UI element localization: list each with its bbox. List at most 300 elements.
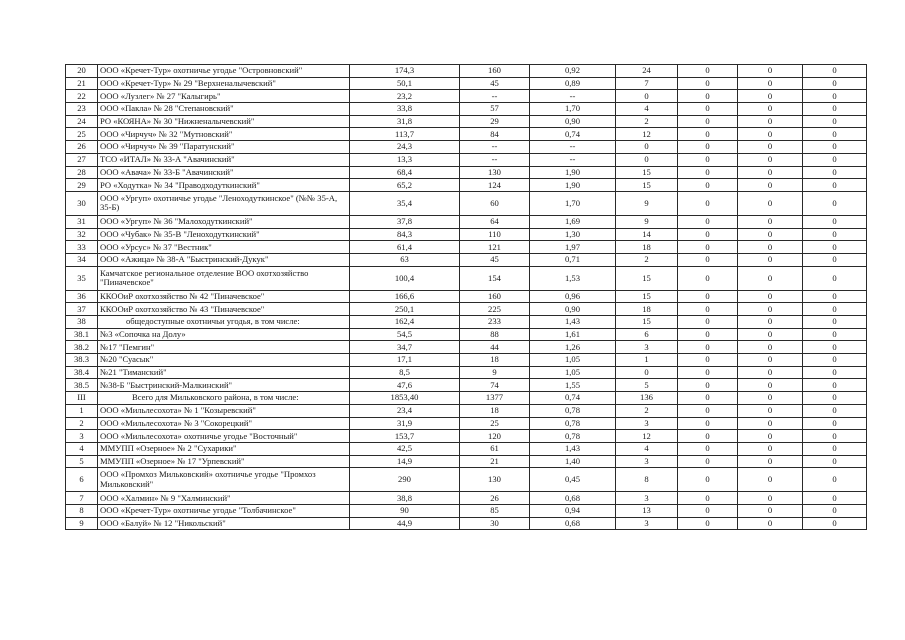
density-cell: 1,90 (530, 166, 616, 179)
row-number-cell: 37 (66, 303, 98, 316)
count-cell: 154 (460, 266, 530, 290)
value-cell-7: 0 (803, 504, 867, 517)
table-row (66, 492, 867, 505)
density-cell: 1,05 (530, 366, 616, 379)
density-cell: 1,53 (530, 266, 616, 290)
count-cell: 18 (460, 354, 530, 367)
count-cell: 45 (460, 77, 530, 90)
organization-cell: ООО «Кречет-Тур» № 29 "Верхненалычевский" (98, 77, 350, 90)
quota-cell: 12 (616, 128, 678, 141)
value-cell-7: 0 (803, 77, 867, 90)
value-cell-5: 0 (678, 77, 738, 90)
quota-cell: 15 (616, 266, 678, 290)
value-cell-7: 0 (803, 115, 867, 128)
value-cell-7: 0 (803, 366, 867, 379)
value-cell-6: 0 (738, 179, 803, 192)
row-number-cell: 33 (66, 241, 98, 254)
row-number-cell: 30 (66, 191, 98, 215)
density-cell: -- (530, 153, 616, 166)
value-cell-5: 0 (678, 215, 738, 228)
table-row (66, 328, 867, 341)
value-cell-5: 0 (678, 455, 738, 468)
table-row (66, 354, 867, 367)
area-cell: 23,2 (350, 90, 460, 103)
value-cell-6: 0 (738, 290, 803, 303)
row-number-cell: 2 (66, 417, 98, 430)
density-cell: 1,55 (530, 379, 616, 392)
row-number-cell: 1 (66, 404, 98, 417)
organization-cell: ММУПП «Озерное» № 2 "Сухарики" (98, 442, 350, 455)
density-cell: -- (530, 90, 616, 103)
density-cell: 1,70 (530, 103, 616, 116)
area-cell: 90 (350, 504, 460, 517)
value-cell-5: 0 (678, 115, 738, 128)
quota-cell: 3 (616, 341, 678, 354)
value-cell-6: 0 (738, 115, 803, 128)
density-cell: 1,70 (530, 191, 616, 215)
count-cell: -- (460, 141, 530, 154)
area-cell: 68,4 (350, 166, 460, 179)
value-cell-6: 0 (738, 253, 803, 266)
quota-cell: 24 (616, 65, 678, 78)
organization-cell: РО «КОЯНА» № 30 "Нижненалычевский" (98, 115, 350, 128)
value-cell-6: 0 (738, 303, 803, 316)
organization-cell: ООО «Халмин» № 9 "Халминский" (98, 492, 350, 505)
value-cell-7: 0 (803, 392, 867, 405)
row-number-cell: 20 (66, 65, 98, 78)
row-number-cell: 32 (66, 228, 98, 241)
count-cell: 64 (460, 215, 530, 228)
quota-cell: 15 (616, 316, 678, 329)
quota-cell: 18 (616, 241, 678, 254)
value-cell-6: 0 (738, 215, 803, 228)
organization-cell: ТСО «ИТАЛ» № 33-А "Авачинский" (98, 153, 350, 166)
value-cell-5: 0 (678, 517, 738, 530)
density-cell: 1,26 (530, 341, 616, 354)
organization-cell: Всего для Мильковского района, в том числе: (98, 392, 350, 405)
row-number-cell: III (66, 392, 98, 405)
quota-cell: 13 (616, 504, 678, 517)
value-cell-5: 0 (678, 228, 738, 241)
organization-cell: ООО «Ажица» № 38-А "Быстринский-Дукук" (98, 253, 350, 266)
density-cell: 1,43 (530, 442, 616, 455)
row-number-cell: 21 (66, 77, 98, 90)
organization-cell: ООО «Кречет-Тур» охотничье угодье "Островновский" (98, 65, 350, 78)
value-cell-7: 0 (803, 228, 867, 241)
density-cell: 1,97 (530, 241, 616, 254)
value-cell-7: 0 (803, 328, 867, 341)
area-cell: 13,3 (350, 153, 460, 166)
area-cell: 100,4 (350, 266, 460, 290)
density-cell: 1,69 (530, 215, 616, 228)
value-cell-5: 0 (678, 366, 738, 379)
row-number-cell: 4 (66, 442, 98, 455)
table-row (66, 253, 867, 266)
quota-cell: 3 (616, 455, 678, 468)
area-cell: 14,9 (350, 455, 460, 468)
table-row (66, 90, 867, 103)
value-cell-5: 0 (678, 191, 738, 215)
value-cell-6: 0 (738, 341, 803, 354)
table-body (66, 65, 867, 530)
quota-cell: 15 (616, 290, 678, 303)
count-cell: 25 (460, 417, 530, 430)
value-cell-5: 0 (678, 65, 738, 78)
row-number-cell: 23 (66, 103, 98, 116)
area-cell: 37,8 (350, 215, 460, 228)
quota-cell: 2 (616, 253, 678, 266)
density-cell: 0,78 (530, 417, 616, 430)
density-cell: 0,96 (530, 290, 616, 303)
count-cell: 130 (460, 166, 530, 179)
density-cell: 0,74 (530, 128, 616, 141)
table-row (66, 166, 867, 179)
density-cell: 0,89 (530, 77, 616, 90)
area-cell: 8,5 (350, 366, 460, 379)
table-row (66, 290, 867, 303)
table-row (66, 103, 867, 116)
value-cell-5: 0 (678, 90, 738, 103)
table-row (66, 153, 867, 166)
value-cell-6: 0 (738, 468, 803, 492)
area-cell: 290 (350, 468, 460, 492)
quota-cell: 2 (616, 115, 678, 128)
row-number-cell: 25 (66, 128, 98, 141)
organization-cell: ООО «Балуй» № 12 "Никольский" (98, 517, 350, 530)
value-cell-7: 0 (803, 442, 867, 455)
value-cell-5: 0 (678, 241, 738, 254)
quota-cell: 7 (616, 77, 678, 90)
value-cell-6: 0 (738, 392, 803, 405)
value-cell-5: 0 (678, 153, 738, 166)
density-cell: 0,90 (530, 115, 616, 128)
value-cell-5: 0 (678, 179, 738, 192)
area-cell: 162,4 (350, 316, 460, 329)
value-cell-7: 0 (803, 492, 867, 505)
quota-cell: 9 (616, 215, 678, 228)
row-number-cell: 22 (66, 90, 98, 103)
quota-cell: 14 (616, 228, 678, 241)
table-row (66, 303, 867, 316)
value-cell-5: 0 (678, 492, 738, 505)
density-cell: 0,78 (530, 430, 616, 443)
row-number-cell: 38.4 (66, 366, 98, 379)
value-cell-5: 0 (678, 354, 738, 367)
row-number-cell: 38.5 (66, 379, 98, 392)
count-cell: 233 (460, 316, 530, 329)
count-cell: 88 (460, 328, 530, 341)
value-cell-6: 0 (738, 455, 803, 468)
value-cell-7: 0 (803, 404, 867, 417)
quota-cell: 6 (616, 328, 678, 341)
value-cell-7: 0 (803, 215, 867, 228)
row-number-cell: 6 (66, 468, 98, 492)
value-cell-5: 0 (678, 166, 738, 179)
value-cell-5: 0 (678, 417, 738, 430)
quota-cell: 18 (616, 303, 678, 316)
value-cell-5: 0 (678, 128, 738, 141)
value-cell-7: 0 (803, 65, 867, 78)
value-cell-5: 0 (678, 328, 738, 341)
table-row (66, 504, 867, 517)
value-cell-5: 0 (678, 468, 738, 492)
density-cell: 1,30 (530, 228, 616, 241)
organization-cell: ООО «Кречет-Тур» охотничье угодье "Толбачинское" (98, 504, 350, 517)
count-cell: 57 (460, 103, 530, 116)
value-cell-6: 0 (738, 241, 803, 254)
density-cell: 0,68 (530, 492, 616, 505)
value-cell-7: 0 (803, 90, 867, 103)
organization-cell: №38-Б "Быстринский-Малкинский" (98, 379, 350, 392)
value-cell-6: 0 (738, 517, 803, 530)
value-cell-5: 0 (678, 316, 738, 329)
quota-cell: 0 (616, 90, 678, 103)
table-row (66, 266, 867, 290)
row-number-cell: 28 (66, 166, 98, 179)
table-row (66, 366, 867, 379)
quota-cell: 8 (616, 468, 678, 492)
value-cell-6: 0 (738, 366, 803, 379)
quota-cell: 0 (616, 153, 678, 166)
value-cell-6: 0 (738, 153, 803, 166)
value-cell-6: 0 (738, 141, 803, 154)
value-cell-6: 0 (738, 65, 803, 78)
value-cell-6: 0 (738, 430, 803, 443)
row-number-cell: 8 (66, 504, 98, 517)
value-cell-7: 0 (803, 266, 867, 290)
value-cell-6: 0 (738, 103, 803, 116)
organization-cell: ООО «Чубак» № 35-В "Леноходуткинский" (98, 228, 350, 241)
row-number-cell: 36 (66, 290, 98, 303)
area-cell: 34,7 (350, 341, 460, 354)
table-row (66, 228, 867, 241)
count-cell: 1377 (460, 392, 530, 405)
density-cell: -- (530, 141, 616, 154)
organization-cell: №20 "Суасык" (98, 354, 350, 367)
count-cell: 124 (460, 179, 530, 192)
value-cell-5: 0 (678, 290, 738, 303)
area-cell: 174,3 (350, 65, 460, 78)
count-cell: 160 (460, 290, 530, 303)
table-row (66, 141, 867, 154)
value-cell-5: 0 (678, 103, 738, 116)
organization-cell: РО «Ходутка» № 34 "Праводходуткинский" (98, 179, 350, 192)
value-cell-6: 0 (738, 404, 803, 417)
value-cell-7: 0 (803, 191, 867, 215)
organization-cell: ООО «Лузлег» № 27 "Калыгирь" (98, 90, 350, 103)
value-cell-7: 0 (803, 241, 867, 254)
area-cell: 153,7 (350, 430, 460, 443)
count-cell: 121 (460, 241, 530, 254)
value-cell-6: 0 (738, 166, 803, 179)
quota-cell: 2 (616, 404, 678, 417)
quota-cell: 0 (616, 141, 678, 154)
area-cell: 31,9 (350, 417, 460, 430)
table-row (66, 392, 867, 405)
value-cell-7: 0 (803, 517, 867, 530)
table-row (66, 417, 867, 430)
area-cell: 38,8 (350, 492, 460, 505)
value-cell-7: 0 (803, 468, 867, 492)
area-cell: 1853,40 (350, 392, 460, 405)
count-cell: 84 (460, 128, 530, 141)
value-cell-6: 0 (738, 354, 803, 367)
area-cell: 63 (350, 253, 460, 266)
table-row (66, 468, 867, 492)
value-cell-5: 0 (678, 253, 738, 266)
density-cell: 1,61 (530, 328, 616, 341)
table-row (66, 404, 867, 417)
value-cell-7: 0 (803, 379, 867, 392)
value-cell-6: 0 (738, 379, 803, 392)
table-row (66, 191, 867, 215)
quota-cell: 5 (616, 379, 678, 392)
value-cell-7: 0 (803, 153, 867, 166)
quota-cell: 3 (616, 417, 678, 430)
table-row (66, 430, 867, 443)
row-number-cell: 5 (66, 455, 98, 468)
value-cell-5: 0 (678, 266, 738, 290)
value-cell-7: 0 (803, 341, 867, 354)
table-row (66, 442, 867, 455)
quota-cell: 15 (616, 179, 678, 192)
count-cell: 85 (460, 504, 530, 517)
count-cell: 44 (460, 341, 530, 354)
value-cell-5: 0 (678, 504, 738, 517)
organization-cell: ООО «Авача» № 33-Б "Авачинский" (98, 166, 350, 179)
value-cell-6: 0 (738, 504, 803, 517)
count-cell: 60 (460, 191, 530, 215)
organization-cell: ООО «Мильлесохота» охотничье угодье "Восточный" (98, 430, 350, 443)
row-number-cell: 7 (66, 492, 98, 505)
value-cell-6: 0 (738, 316, 803, 329)
area-cell: 35,4 (350, 191, 460, 215)
row-number-cell: 38.1 (66, 328, 98, 341)
value-cell-6: 0 (738, 191, 803, 215)
value-cell-6: 0 (738, 77, 803, 90)
value-cell-7: 0 (803, 290, 867, 303)
table-row (66, 316, 867, 329)
value-cell-5: 0 (678, 303, 738, 316)
organization-cell: общедоступные охотничьи угодья, в том числе: (98, 316, 350, 329)
value-cell-5: 0 (678, 430, 738, 443)
row-number-cell: 35 (66, 266, 98, 290)
density-cell: 1,05 (530, 354, 616, 367)
value-cell-7: 0 (803, 179, 867, 192)
table-row (66, 379, 867, 392)
density-cell: 1,90 (530, 179, 616, 192)
value-cell-7: 0 (803, 166, 867, 179)
density-cell: 0,90 (530, 303, 616, 316)
area-cell: 31,8 (350, 115, 460, 128)
count-cell: 160 (460, 65, 530, 78)
value-cell-5: 0 (678, 392, 738, 405)
table-row (66, 128, 867, 141)
row-number-cell: 29 (66, 179, 98, 192)
table-row (66, 77, 867, 90)
organization-cell: №3 «Сопочка на Долу» (98, 328, 350, 341)
area-cell: 61,4 (350, 241, 460, 254)
quota-cell: 136 (616, 392, 678, 405)
area-cell: 17,1 (350, 354, 460, 367)
value-cell-6: 0 (738, 328, 803, 341)
organization-cell: ККООиР охотхозяйство № 43 "Пиначевское" (98, 303, 350, 316)
organization-cell: №17 "Пемгин" (98, 341, 350, 354)
quota-cell: 1 (616, 354, 678, 367)
area-cell: 65,2 (350, 179, 460, 192)
table-row (66, 241, 867, 254)
value-cell-6: 0 (738, 128, 803, 141)
value-cell-7: 0 (803, 128, 867, 141)
area-cell: 166,6 (350, 290, 460, 303)
count-cell: 61 (460, 442, 530, 455)
count-cell: 225 (460, 303, 530, 316)
hunting-grounds-table (65, 64, 867, 530)
value-cell-7: 0 (803, 417, 867, 430)
value-cell-6: 0 (738, 442, 803, 455)
table-row (66, 517, 867, 530)
value-cell-7: 0 (803, 354, 867, 367)
density-cell: 0,94 (530, 504, 616, 517)
value-cell-7: 0 (803, 141, 867, 154)
value-cell-5: 0 (678, 141, 738, 154)
area-cell: 54,5 (350, 328, 460, 341)
row-number-cell: 9 (66, 517, 98, 530)
count-cell: 26 (460, 492, 530, 505)
quota-cell: 9 (616, 191, 678, 215)
density-cell: 0,74 (530, 392, 616, 405)
row-number-cell: 31 (66, 215, 98, 228)
count-cell: -- (460, 153, 530, 166)
organization-cell: Камчатское региональное отделение ВОО охотхозяйство "Пиначевское" (98, 266, 350, 290)
table-row (66, 215, 867, 228)
quota-cell: 0 (616, 366, 678, 379)
count-cell: 120 (460, 430, 530, 443)
area-cell: 47,6 (350, 379, 460, 392)
quota-cell: 4 (616, 103, 678, 116)
row-number-cell: 38 (66, 316, 98, 329)
quota-cell: 15 (616, 166, 678, 179)
quota-cell: 4 (616, 442, 678, 455)
row-number-cell: 24 (66, 115, 98, 128)
value-cell-7: 0 (803, 103, 867, 116)
organization-cell: ООО «Мильлесохота» № 3 "Сокорецкий" (98, 417, 350, 430)
count-cell: 45 (460, 253, 530, 266)
table-row (66, 341, 867, 354)
row-number-cell: 38.2 (66, 341, 98, 354)
organization-cell: ООО «Ургуп» № 36 "Малоходуткинский" (98, 215, 350, 228)
value-cell-7: 0 (803, 455, 867, 468)
count-cell: 21 (460, 455, 530, 468)
value-cell-5: 0 (678, 442, 738, 455)
row-number-cell: 26 (66, 141, 98, 154)
value-cell-6: 0 (738, 228, 803, 241)
organization-cell: ООО «Ургуп» охотничье угодье "Леноходуткинское" (№№ 35-А, 35-Б) (98, 191, 350, 215)
value-cell-7: 0 (803, 316, 867, 329)
value-cell-6: 0 (738, 417, 803, 430)
value-cell-7: 0 (803, 303, 867, 316)
quota-cell: 3 (616, 517, 678, 530)
organization-cell: ММУПП «Озерное» № 17 "Урпевский" (98, 455, 350, 468)
area-cell: 24,3 (350, 141, 460, 154)
table-row (66, 65, 867, 78)
area-cell: 42,5 (350, 442, 460, 455)
quota-cell: 12 (616, 430, 678, 443)
density-cell: 0,45 (530, 468, 616, 492)
area-cell: 33,8 (350, 103, 460, 116)
density-cell: 0,78 (530, 404, 616, 417)
table-row (66, 115, 867, 128)
